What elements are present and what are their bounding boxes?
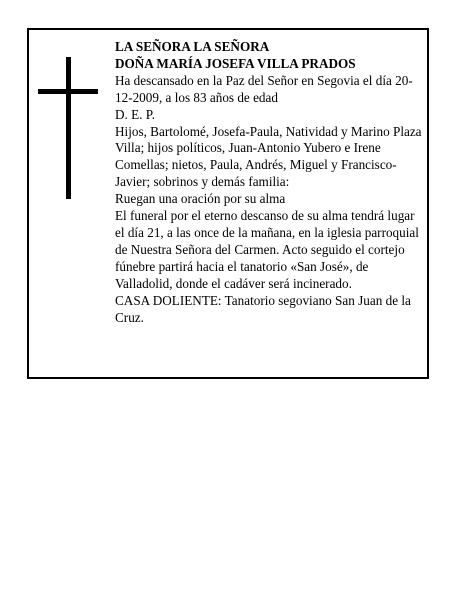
obituary-notice-frame: [27, 28, 429, 379]
prayer-request: Ruegan una oración por su alma: [115, 191, 286, 207]
dep-line: D. E. P.: [115, 106, 155, 122]
family-list: Hijos, Bartolomé, Josefa-Paula, Natividad y Marino Plaza Villa; hijos políticos, Juan-Antonio Yubero e Irene Comellas; nietos, Paula, Andrés, Miguel y Francisco-Javier; sobrinos y demás familia:: [115, 123, 422, 190]
obituary-text: [115, 39, 425, 326]
funeral-details: El funeral por el eterno descanso de su alma tendrá lugar el día 21, a las once de la mañana, en la iglesia parroquial de Nuestra Señora del Carmen. Acto seguido el cortejo fúnebre partirá hacia el tanatorio «San José», de Valladolid, donde el cadáver será incinerado.: [115, 208, 419, 291]
cross-vertical-bar: [66, 57, 71, 199]
death-info: Ha descansado en la Paz del Señor en Segovia el día 20-12-2009, a los 83 años de edad: [115, 72, 413, 105]
casa-doliente: CASA DOLIENTE: Tanatorio segoviano San Juan de la Cruz.: [115, 292, 411, 325]
cross-horizontal-bar: [38, 89, 98, 94]
heading-line-1: LA SEÑORA LA SEÑORA: [115, 39, 270, 54]
deceased-name: DOÑA MARÍA JOSEFA VILLA PRADOS: [115, 55, 356, 71]
cross-icon: [38, 57, 98, 199]
